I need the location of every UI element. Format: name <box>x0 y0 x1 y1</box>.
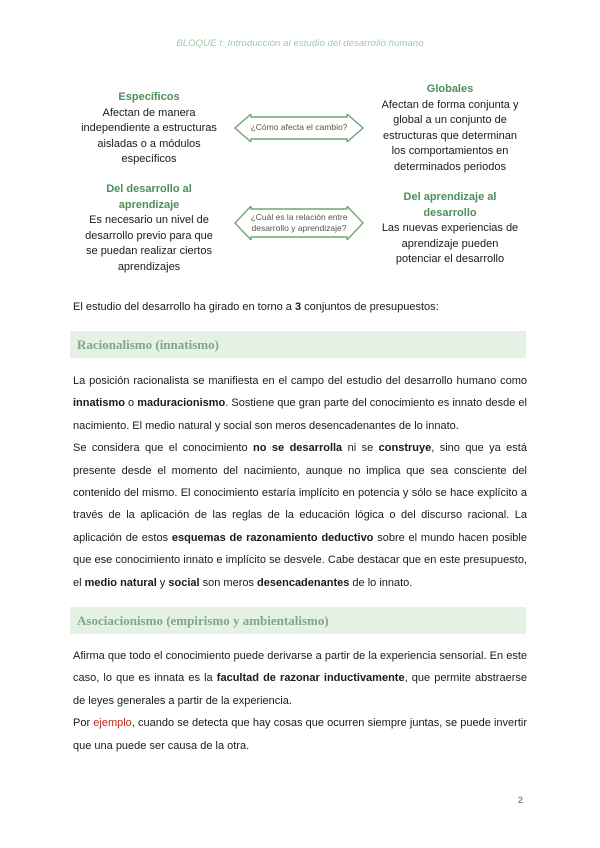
aprendizaje-title: Del aprendizaje al <box>403 191 497 203</box>
text-run: , sino que ya está presente desde el momento del nacimiento, aunque no implica que sea consciente del contenido del mismo. El conocimiento estaría implícito en potencia y sólo se hace explícito a través de la aplicación de las reglas de la educación lógica o del discurso racional. La aplicación de estos <box>73 442 527 544</box>
text-run: . Sostiene que gran parte del conocimiento es innato desde el nacimiento. El medio natural y social son meros desencadenantes de lo innato. <box>73 397 527 432</box>
intro-text: conjuntos de presupuestos: <box>301 301 439 313</box>
desarrollo-line: Es necesario un nivel de <box>89 214 209 226</box>
asociacionismo-body <box>73 645 527 757</box>
racionalismo-body <box>73 370 527 594</box>
globales-line: Afectan de forma conjunta y <box>381 98 519 111</box>
desarrollo-line: se puedan realizar ciertos <box>86 245 212 257</box>
section-heading-racionalismo <box>70 331 526 358</box>
text-run: ni se <box>342 442 379 455</box>
intro-number: 3 <box>294 301 302 313</box>
especificos-line: Afectan de manera <box>102 106 196 119</box>
text-run: , cuando se detecta que hay cosas que ocurren siempre juntas, se puede invertir que una puede ser causa de la otra. <box>73 717 527 752</box>
especificos-box <box>70 90 228 168</box>
paragraph <box>73 370 527 437</box>
globales-box <box>370 82 530 175</box>
especificos-line: específicos <box>121 153 177 165</box>
desarrollo-box <box>70 182 228 275</box>
bold-term: social <box>168 576 200 589</box>
text-run: Afirma que todo el conocimiento puede derivarse a partir de la experiencia sensorial. En este caso, lo que es innata es la <box>73 650 527 685</box>
paragraph <box>73 645 527 712</box>
double-arrow-2 <box>233 206 365 240</box>
arrow1-label: ¿Cómo afecta el cambio? <box>250 122 348 132</box>
desarrollo-line: desarrollo previo para que <box>85 229 213 242</box>
desarrollo-line: aprendizajes <box>117 260 181 273</box>
text-run: y <box>156 576 169 589</box>
text-run: La posición racionalista se manifiesta en el campo del estudio del desarrollo humano como <box>73 375 527 387</box>
text-run: sobre el mundo hacen posible que ese conocimiento innato e implícito se desvele. Cabe destacar que en este presupuesto, el <box>73 531 527 589</box>
section-title: Asociacionismo (empirismo y ambientalismo) <box>77 613 329 628</box>
intro-sentence <box>73 301 439 313</box>
running-header: BLOQUE I: Introducción al estudio del desarrollo humano <box>176 38 424 49</box>
text-run: Se considera que el conocimiento <box>73 442 254 455</box>
globales-line: global a un conjunto de <box>393 114 507 126</box>
bold-term: esquemas de razonamiento deductivo <box>171 531 374 544</box>
aprendizaje-title: desarrollo <box>423 206 477 219</box>
arrow2-label-line: ¿Cuál es la relación entre <box>250 212 348 222</box>
text-run: , que permite abstraerse de leyes generales a partir de la experiencia. <box>73 672 527 707</box>
paragraph <box>73 712 527 757</box>
globales-line: determinados periodos <box>394 160 506 173</box>
bold-term: medio natural <box>84 576 157 589</box>
page-number: 2 <box>518 795 524 805</box>
bold-term: innatismo <box>73 397 125 410</box>
bold-term: no se desarrolla <box>253 442 343 455</box>
aprendizaje-line: aprendizaje pueden <box>401 237 499 250</box>
bold-term: desencadenantes <box>257 576 350 589</box>
bold-term: facultad de razonar inductivamente <box>216 672 405 685</box>
text-run: de lo innato. <box>349 576 413 589</box>
text-run: Por <box>73 717 94 730</box>
especificos-title: Específicos <box>118 91 180 103</box>
desarrollo-title: aprendizaje <box>118 198 180 211</box>
paragraph <box>73 437 527 594</box>
especificos-line: aisladas o a módulos <box>97 137 201 150</box>
arrow2-label-line: desarrollo y aprendizaje? <box>251 223 347 233</box>
aprendizaje-box <box>370 190 530 268</box>
arrow2-label <box>233 212 365 234</box>
section-heading-asociacionismo <box>70 607 526 634</box>
bold-term: maduracionismo <box>137 397 226 410</box>
globales-line: estructuras que determinan <box>383 129 517 142</box>
especificos-line: independiente a estructuras <box>81 122 217 134</box>
aprendizaje-line: potenciar el desarrollo <box>395 253 505 265</box>
intro-text: El estudio del desarrollo ha girado en torno a <box>73 301 295 313</box>
text-run: son meros <box>199 576 258 589</box>
text-run: o <box>124 397 138 410</box>
bold-term: construye <box>378 442 432 455</box>
section-title: Racionalismo (innatismo) <box>77 337 219 352</box>
globales-title: Globales <box>426 83 474 95</box>
desarrollo-title: Del desarrollo al <box>106 183 192 195</box>
example-highlight: ejemplo <box>93 717 132 730</box>
double-arrow-1 <box>233 114 365 142</box>
aprendizaje-line: Las nuevas experiencias de <box>381 222 519 234</box>
globales-line: los comportamientos en <box>391 145 509 157</box>
